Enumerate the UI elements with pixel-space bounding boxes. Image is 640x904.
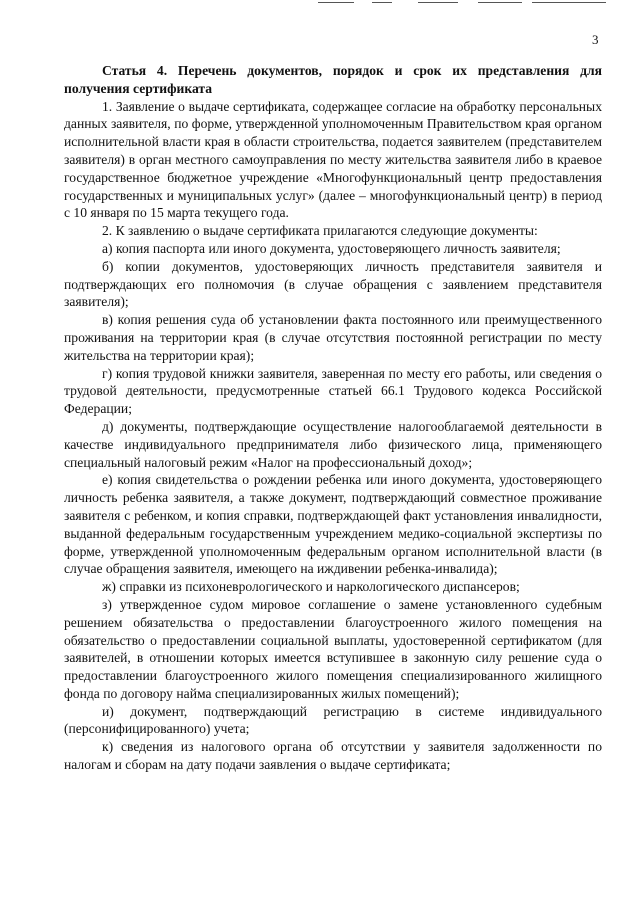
list-item: б) копии документов, удостоверяющих личность представителя заявителя и подтверждающих его полномочия (в случае обращения с заявлением представителя заявителя); [64,258,602,310]
list-item: к) сведения из налогового органа об отсутствии у заявителя задолженности по налогам и сборам на дату подачи заявления о выдаче сертификата; [64,739,602,773]
document-body [64,62,602,774]
page-number: 3 [592,32,599,47]
scan-artifact-line [318,2,354,3]
scan-artifact-line [418,2,458,3]
list-item: з) утвержденное судом мировое соглашение о замене установленного судебным решением обязательства о предоставлении благоустроенного жилого помещения на обязательство о предоставлении социальной выплаты, удостоверенной сертификатом (для заявителей, в отношении которых имеется вступившее в законную силу решение суда о предоставлении благоустроенного жилого помещения специализированного жилищного фонда по договору найма специализированных жилых помещений); [64,596,602,701]
article-heading: Статья 4. Перечень документов, порядок и срок их представления для получения сертификата [64,63,602,96]
list-item: в) копия решения суда об установлении факта постоянного или преимущественного проживания на территории края (в случае отсутствия постоянной регистрации по месту жительства на территории края); [64,312,602,363]
scan-artifact-line [478,2,522,3]
scan-artifact-line [532,2,606,3]
scan-artifact-line [372,2,392,3]
list-item: г) копия трудовой книжки заявителя, заверенная по месту его работы, или сведения о трудовой деятельности, предусмотренные статьей 66.1 Трудового кодекса Российской Федерации; [64,365,602,417]
scan-artifact [0,0,640,12]
paragraph: 2. К заявлению о выдаче сертификата прилагаются следующие документы: [102,223,538,239]
list-item: ж) справки из психоневрологического и наркологического диспансеров; [102,579,520,595]
paragraph: 1. Заявление о выдаче сертификата, содержащее согласие на обработку персональных данных заявителя, по форме, утвержденной уполномоченным Правительством края органом исполнительной власти края в области строительства, подается заявителем (представителем заявителя) в орган местного самоуправления по месту жительства заявителя либо в краевое государственное бюджетное учреждение «Многофункциональный центр предоставления государственных и муниципальных услуг» (далее – многофункциональный центр) в период с 10 января по 15 марта текущего года. [64,98,602,221]
list-item: е) копия свидетельства о рождении ребенка или иного документа, удостоверяющего личность ребенка заявителя, а также документ, подтверждающий совместное проживание заявителя с ребенком, и копия справки, подтверждающей факт установления инвалидности, выданной федеральным государственным учреждением медико-социальной экспертизы по форме, утвержденной уполномоченным федеральным органом исполнительной власти (в случае обращения заявителя, имеющего на иждивении ребенка-инвалида); [64,472,602,577]
list-item: а) копия паспорта или иного документа, удостоверяющего личность заявителя; [102,240,561,256]
list-item: и) документ, подтверждающий регистрацию в системе индивидуального (персонифицированного) учета; [64,703,602,737]
list-item: д) документы, подтверждающие осуществление налогооблагаемой деятельности в качестве индивидуального предпринимателя либо физического лица, применяющего специальный налоговый режим «Налог на профессиональный доход»; [64,418,602,470]
